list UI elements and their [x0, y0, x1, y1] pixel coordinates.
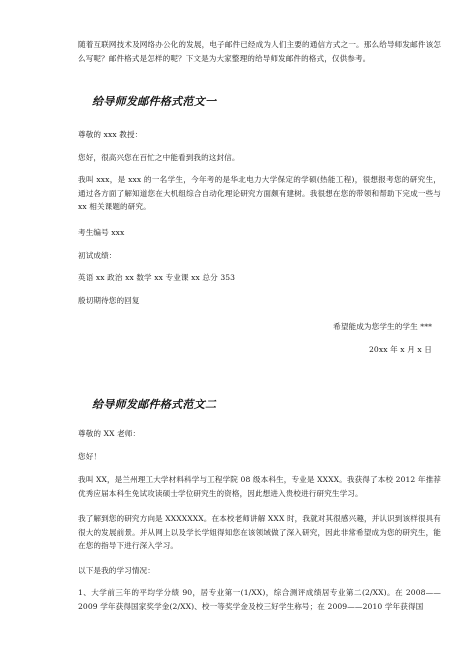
sample2-item1: 1、大学前三年的平均学分绩 90，居专业第一(1/XX)，综合测评成绩居专业第二(2/XX)。在 2008——2009 学年获得国家奖学金(2/XX)、校一等奖学金及校三好学生称号；在 2009——2010 学年获得国 [78, 588, 441, 611]
sample1-opening: 您好，很高兴您在百忙之中能看到我的这封信。 [78, 153, 240, 162]
sample2-greeting: 尊敬的 XX 老师： [78, 429, 141, 438]
intro-paragraph: 随着互联网技术及网络办公化的发展，电子邮件已经成为人们主要的通信方式之一。那么给导师发邮件该怎么写呢？邮件格式是怎样的呢？下文是为大家整理的给导师发邮件的格式，仅供参考。 [78, 40, 441, 63]
sample2-para2: 我了解到您的研究方向是 XXXXXXX。在本校老师讲解 XXX 时，我就对其很感兴趣，并认识到该样很具有很大的发展前景。并从网上以及学长学姐得知您在该领域做了深入研究，因此非常希望成为您的研究生，能在您的指导下进行深入学习。 [78, 514, 441, 550]
sample1-exam-number: 考生编号 xxx [78, 228, 125, 237]
sample1-body: 我叫 xxx，是 xxx 的一名学生，今年考的是华北电力大学保定的学硕(热能工程)，很想报考您的研究生，通过各方面了解知道您在大机组综合自动化理论研究方面颇有建树。我很想在您的带领和帮助下完成一些与 xx 相关课题的研究。 [78, 175, 441, 211]
sample1-scores-label: 初试成绩： [78, 251, 117, 260]
sample1-closing: 殷切期待您的回复 [78, 296, 140, 305]
sample2-opening: 您好！ [78, 452, 102, 461]
sample1-date: 20xx 年 x 月 x 日 [368, 345, 432, 354]
sample2-list-intro: 以下是我的学习情况： [78, 566, 155, 575]
sample2-para1: 我叫 XX，是兰州理工大学材料科学与工程学院 08 级本科生，专业是 XXXX。我获得了本校 2012 年推荐优秀应届本科生免试攻读硕士学位研究生的资格，因此想进入贵校进行研究生学习。 [78, 475, 441, 498]
sample1-scores: 英语 xx 政治 xx 数学 xx 专业课 xx 总分 353 [78, 273, 236, 282]
sample2-heading: 给导师发邮件格式范文二 [92, 398, 217, 411]
sample1-heading: 给导师发邮件格式范文一 [92, 95, 217, 108]
sample1-sign-off: 希望能成为您学生的学生 *** [333, 322, 432, 331]
sample1-greeting: 尊敬的 xxx 教授： [78, 130, 143, 139]
